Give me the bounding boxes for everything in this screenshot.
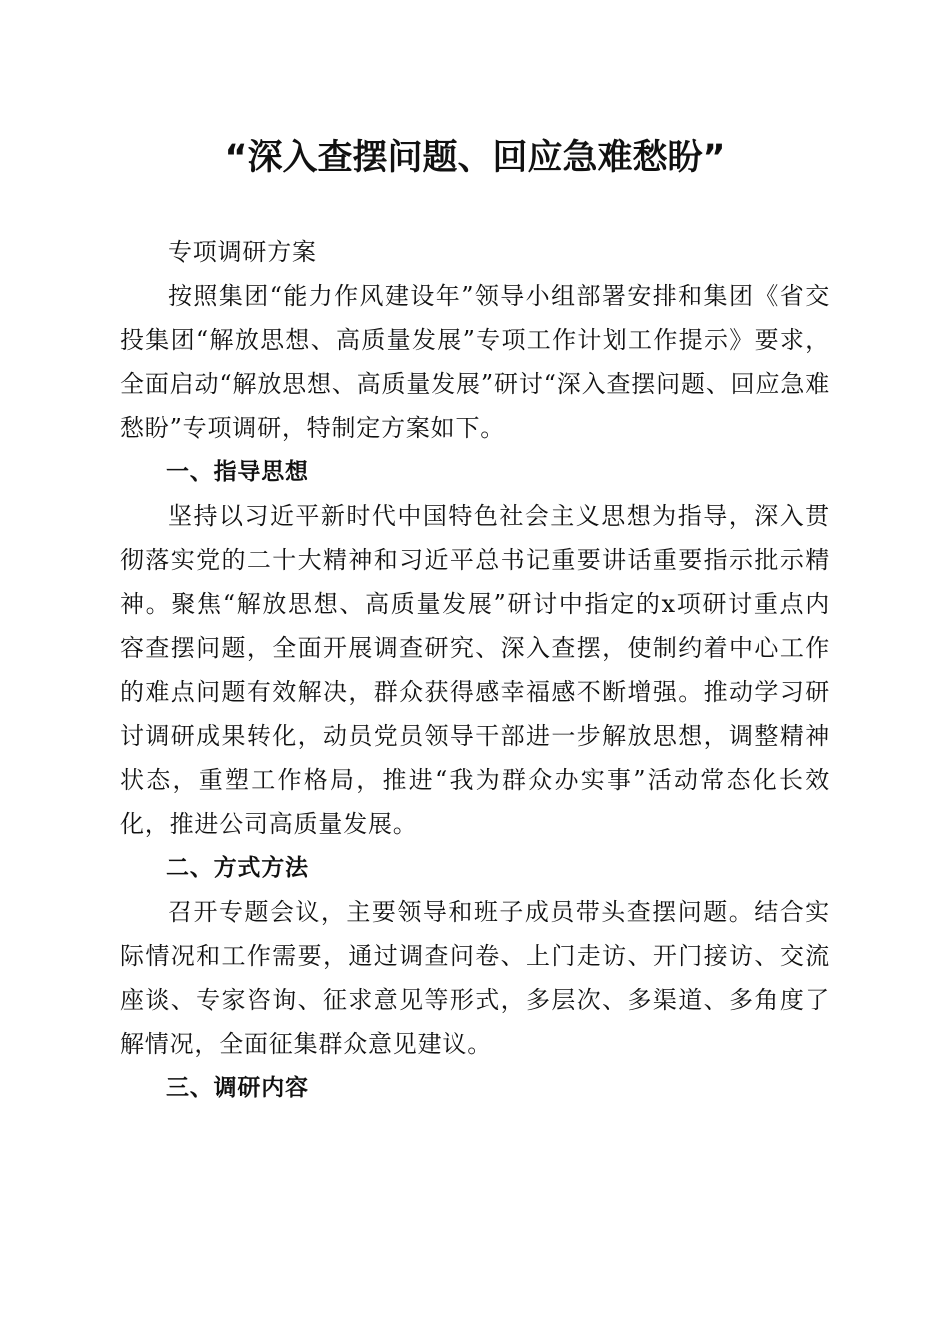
section-methods [120,846,830,1066]
document-body [120,230,830,1110]
intro-paragraph: 按照集团“能力作风建设年”领导小组部署安排和集团《省交投集团“解放思想、高质量发展”专项工作计划工作提示》要求，全面启动“解放思想、高质量发展”研讨“深入查摆问题、回应急难愁盼”专项调研，特制定方案如下。 [120,282,830,442]
section-guiding-thought [120,450,830,846]
document-subtitle: 专项调研方案 [168,238,317,266]
section-heading: 二、方式方法 [166,855,309,881]
section-heading: 三、调研内容 [166,1075,309,1101]
section-paragraph: 召开专题会议，主要领导和班子成员带头查摆问题。结合实际情况和工作需要，通过调查问卷、上门走访、开门接访、交流座谈、专家咨询、征求意见等形式，多层次、多渠道、多角度了解情况，全面征集群众意见建议。 [120,898,830,1058]
section-heading: 一、指导思想 [166,459,309,485]
section-research-content [120,1066,830,1110]
document-title: “深入查摆问题、回应急难愁盼” [224,138,726,178]
section-paragraph: 坚持以习近平新时代中国特色社会主义思想为指导，深入贯彻落实党的二十大精神和习近平总书记重要讲话重要指示批示精神。聚焦“解放思想、高质量发展”研讨中指定的x项研讨重点内容查摆问题，全面开展调查研究、深入查摆，使制约着中心工作的难点问题有效解决，群众获得感幸福感不断增强。推动学习研讨调研成果转化，动员党员领导干部进一步解放思想，调整精神状态，重塑工作格局，推进“我为群众办实事”活动常态化长效化，推进公司高质量发展。 [120,502,830,838]
